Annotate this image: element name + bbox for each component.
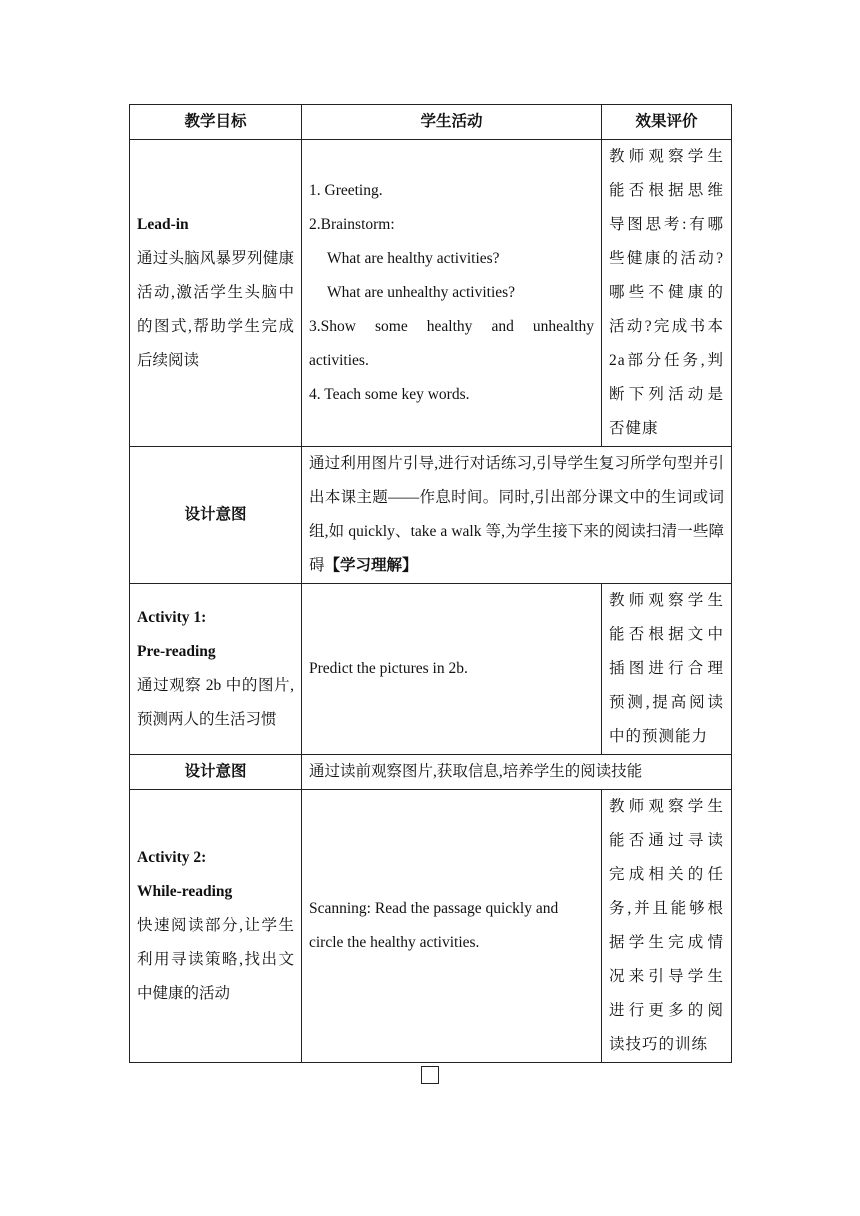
leadin-evaluation: 教师观察学生能否根据思维导图思考:有哪些健康的活动?哪些不健康的活动?完成书本2a部分任务,判断下列活动是否健康 (602, 140, 732, 447)
page-marker-box (421, 1066, 439, 1084)
leadin-activity-cell (302, 140, 602, 447)
table-row-design-1 (130, 447, 732, 584)
header-activity: 学生活动 (302, 105, 602, 140)
activity2-activity: Scanning: Read the passage quickly and circle the healthy activities. (302, 790, 602, 1063)
leadin-objective-cell (130, 140, 302, 447)
table-header-row (130, 105, 732, 140)
header-evaluation: 效果评价 (602, 105, 732, 140)
design1-cell (302, 447, 732, 584)
table-row-leadin (130, 140, 732, 447)
table-row-design-2 (130, 755, 732, 790)
table-row-activity-2 (130, 790, 732, 1063)
design2-label: 设计意图 (130, 755, 302, 790)
design2-text: 通过读前观察图片,获取信息,培养学生的阅读技能 (302, 755, 732, 790)
activity1-title-2: Pre-reading (137, 643, 216, 660)
activity2-title-1: Activity 2: (137, 849, 207, 866)
leadin-step-1: 1. Greeting. (309, 182, 383, 199)
activity2-evaluation: 教师观察学生能否通过寻读完成相关的任务,并且能够根据学生完成情况来引导学生进行更多的阅读技巧的训练 (602, 790, 732, 1063)
activity2-desc: 快速阅读部分,让学生利用寻读策略,找出文中健康的活动 (137, 917, 294, 1002)
lesson-plan-table (129, 104, 732, 1063)
design1-text: 通过利用图片引导,进行对话练习,引导学生复习所学句型并引出本课主题——作息时间。同时,引出部分课文中的生词或词组,如 quickly、take a walk 等,为学生接下来的阅读扫清一些障碍 (309, 455, 724, 574)
activity1-desc: 通过观察 2b 中的图片,预测两人的生活习惯 (137, 677, 294, 728)
activity2-objective-cell (130, 790, 302, 1063)
activity2-title-2: While-reading (137, 883, 233, 900)
table-row-activity-1 (130, 584, 732, 755)
activity1-activity: Predict the pictures in 2b. (302, 584, 602, 755)
leadin-step-4: 4. Teach some key words. (309, 386, 470, 403)
activity1-objective-cell (130, 584, 302, 755)
activity1-title-1: Activity 1: (137, 609, 207, 626)
leadin-step-2: 2.Brainstorm: (309, 216, 395, 233)
leadin-step-2b: What are unhealthy activities? (327, 284, 516, 301)
header-objective: 教学目标 (130, 105, 302, 140)
leadin-title: Lead-in (137, 216, 189, 233)
leadin-desc: 通过头脑风暴罗列健康活动,激活学生头脑中的图式,帮助学生完成后续阅读 (137, 250, 294, 369)
design1-tag: 【学习理解】 (324, 557, 418, 574)
leadin-step-3: 3.Show some healthy and unhealthy activities. (309, 318, 594, 369)
leadin-step-2a: What are healthy activities? (327, 250, 500, 267)
design1-label: 设计意图 (130, 447, 302, 584)
activity1-evaluation: 教师观察学生能否根据文中插图进行合理预测,提高阅读中的预测能力 (602, 584, 732, 755)
